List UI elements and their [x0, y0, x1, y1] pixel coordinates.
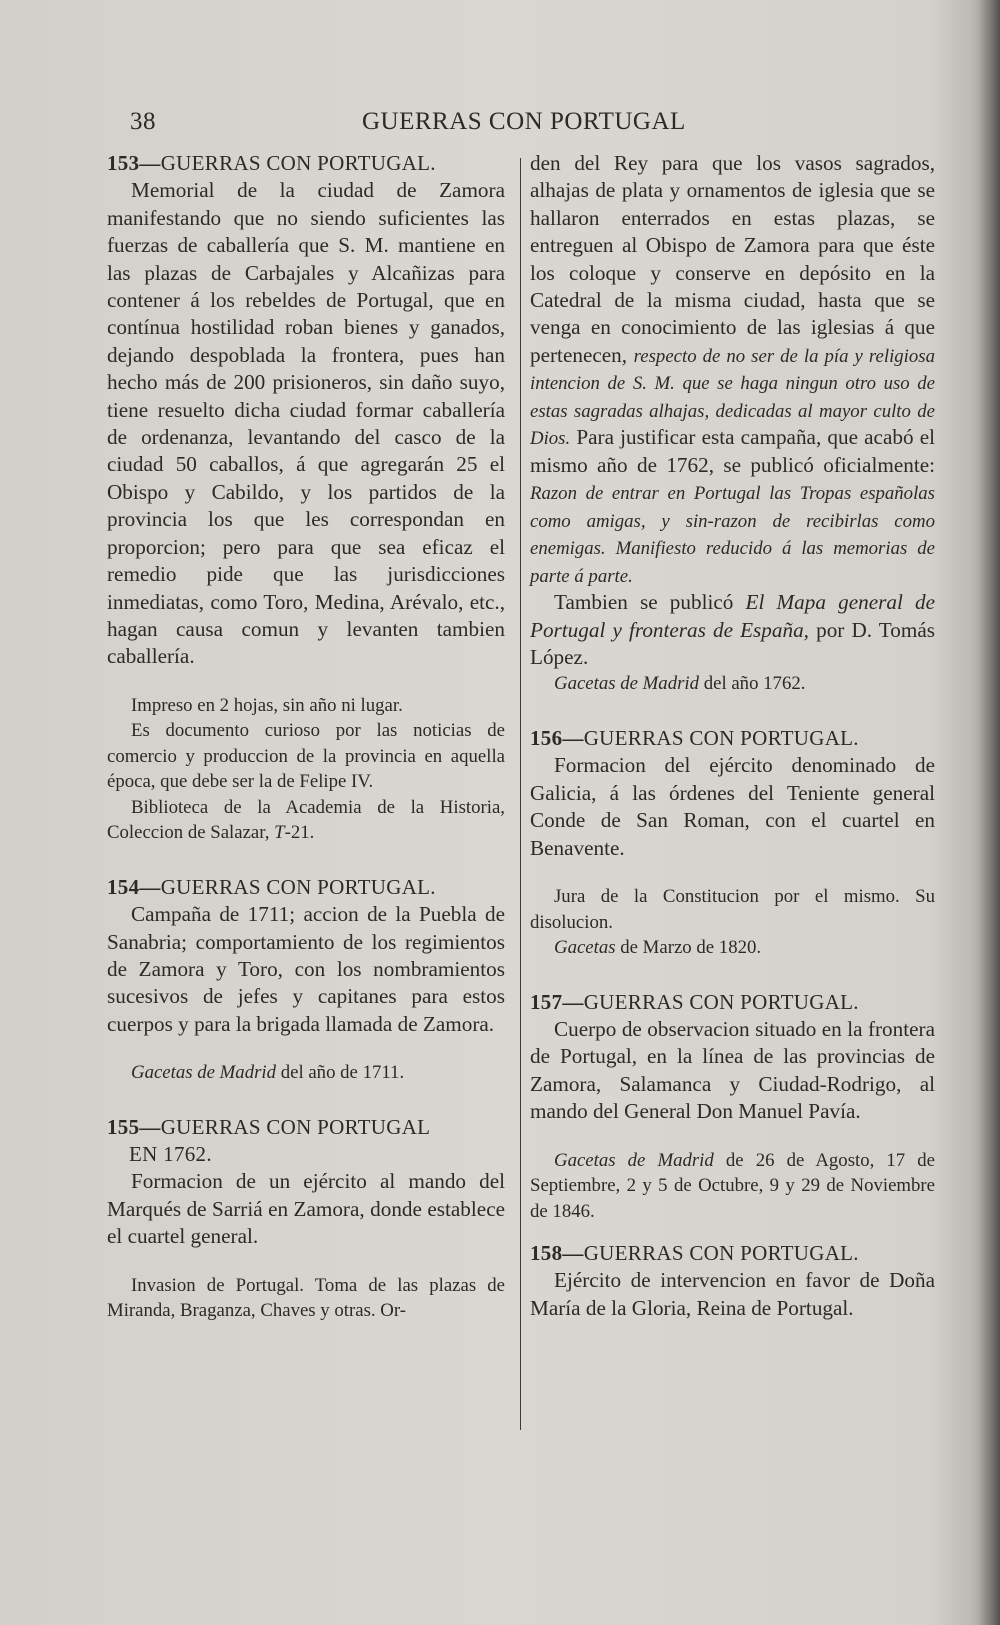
entry-154	[107, 874, 505, 1086]
running-header	[130, 108, 700, 142]
entry-body: Cuerpo de observacion situado en la frontera de Portugal, en la línea de las provincias de Zamora, Salamanca y Ciudad-Rodrigo, al mando del General Don Manuel Pavía.	[530, 1016, 935, 1124]
entry-155-continuation	[530, 150, 935, 589]
publication-title: Razon de entrar en Portugal las Tropas españolas como amigas, y sin-razon de recibirlas como enemigas. Manifiesto reducido á las memorias de parte á parte.	[530, 483, 935, 587]
entry-heading	[530, 1240, 935, 1267]
entry-note: Impreso en 2 hojas, sin año ni lugar.	[131, 694, 403, 716]
note-text: -21.	[284, 822, 315, 844]
entry-number: 153—	[107, 151, 161, 175]
entry-title: GUERRAS CON PORTUGAL.	[583, 989, 859, 1014]
entry-title: GUERRAS CON PORTUGAL.	[160, 151, 436, 175]
entry-number: 157—	[530, 989, 584, 1014]
entry-156	[530, 725, 935, 961]
entry-body: Campaña de 1711; accion de la Puebla de Sanabria; comportamiento de los regimientos de Zamora y Toro, con los nombramientos sucesivos de jefes y capitanes para estos cuerpos y para la brigada llamada de Zamora.	[107, 902, 505, 1036]
entry-body: Memorial de la ciudad de Zamora manifestando que no siendo suficientes las fuerzas de caballería que S. M. mantiene en las plazas de Carbajales y Alcañizas para contener á los rebeldes de Portugal, que en contínua hostilidad roban bienes y ganados, dejando despoblada la frontera, pues han hecho más de 200 prisioneros, sin daño suyo, tiene resuelto dicha ciudad formar caballería de ordenanza, levantando del casco de la ciudad 50 caballos, á que agregarán 25 el Obispo y Cabildo, y los partidos de la provincia los que les correspondan en proporcion; pero para que sea eficaz el remedio pide que las jurisdicciones inmediatas, como Toro, Medina, Arévalo, etc., hagan causa comun y levanten tambien caballería.	[107, 178, 505, 669]
running-title: GUERRAS CON PORTUGAL	[362, 108, 686, 135]
entry-number: 158—	[530, 1241, 584, 1266]
source-title: Gacetas de Madrid	[131, 1062, 277, 1084]
note-text-italic: T	[274, 822, 285, 844]
source-detail: del año 1762.	[699, 673, 806, 695]
entry-title: GUERRAS CON PORTUGAL.	[583, 1241, 859, 1266]
entry-note: Invasion de Portugal. Toma de las plazas de Miranda, Braganza, Chaves y otras. Or-	[107, 1274, 505, 1322]
source-title: Gacetas de Madrid	[554, 1149, 714, 1171]
note-text: Biblioteca de la Academia de la Historia, Coleccion de Salazar,	[107, 796, 505, 844]
continuation-text: Para justificar esta campaña, que acabó el mismo año de 1762, se publicó oficialmente:	[530, 425, 935, 477]
entry-heading	[530, 989, 935, 1016]
entry-heading	[530, 725, 935, 752]
right-column	[530, 150, 935, 1322]
left-column	[107, 150, 505, 1324]
entry-heading	[107, 1114, 505, 1141]
entry-title-cont: EN 1762.	[129, 1142, 212, 1167]
entry-number: 154—	[107, 874, 161, 899]
entry-note: Es documento curioso por las noticias de comercio y produccion de la provincia en aquella época, que debe ser la de Felipe IV.	[107, 720, 505, 793]
entry-source	[107, 1060, 505, 1086]
source-detail: de Marzo de 1820.	[615, 937, 762, 958]
source-title: Gacetas	[554, 937, 616, 958]
entry-heading	[107, 150, 505, 177]
entry-body: Ejército de intervencion en favor de Doña María de la Gloria, Reina de Portugal.	[530, 1268, 935, 1320]
entry-158	[530, 1240, 935, 1322]
entry-source	[530, 935, 935, 961]
entry-notes	[530, 884, 935, 961]
page-edge-shadow	[978, 0, 1000, 1625]
also-text: por D. Tomás López.	[530, 617, 935, 670]
also-published	[530, 589, 935, 671]
source-title: Gacetas de Madrid	[554, 673, 700, 695]
continuation-italic: respecto de no ser de la pía y religiosa intencion de S. M. que se haga ningun otro uso de estas sagradas alhajas, dedicadas al mayor culto de Dios.	[530, 345, 935, 450]
map-title: El Mapa general de Portugal y fronteras de España,	[530, 590, 936, 642]
entry-title: GUERRAS CON PORTUGAL.	[583, 725, 859, 750]
entry-body: Formacion de un ejército al mando del Marqués de Sarriá en Zamora, donde establece el cuartel general.	[107, 1169, 505, 1249]
column-divider	[520, 158, 521, 1430]
entry-number: 156—	[530, 725, 584, 750]
entry-source	[530, 671, 935, 697]
page-number: 38	[130, 108, 156, 135]
source-detail: del año de 1711.	[276, 1062, 405, 1084]
entry-title: GUERRAS CON PORTUGAL.	[160, 874, 436, 899]
entry-note: Jura de la Constitucion por el mismo. Su disolucion.	[530, 886, 935, 933]
entry-number: 155—	[107, 1114, 161, 1139]
entry-title: GUERRAS CON PORTUGAL	[160, 1114, 431, 1139]
entry-body: Formacion del ejército denominado de Galicia, á las órdenes del Teniente general Conde de San Roman, con el cuartel en Benavente.	[530, 753, 935, 860]
continuation-text: den del Rey para que los vasos sagrados, alhajas de plata y ornamentos de iglesia que se hallaron enterrados en estas plazas, se entreguen al Obispo de Zamora para que éste los coloque y conserve en depósito en la Catedral de la misma ciudad, hasta que se venga en conocimiento de las iglesias á que pertenecen,	[530, 151, 935, 367]
entry-153	[107, 150, 505, 846]
entry-heading	[107, 874, 505, 901]
entry-157	[530, 989, 935, 1225]
also-text: Tambien se publicó	[554, 590, 746, 615]
entry-notes	[107, 693, 505, 846]
entry-note	[107, 795, 505, 846]
entry-source	[530, 1148, 935, 1225]
entry-155	[107, 1114, 505, 1324]
source-detail: de 26 de Agosto, 17 de Septiembre, 2 y 5 de Octubre, 9 y 29 de Noviembre de 1846.	[530, 1149, 935, 1222]
